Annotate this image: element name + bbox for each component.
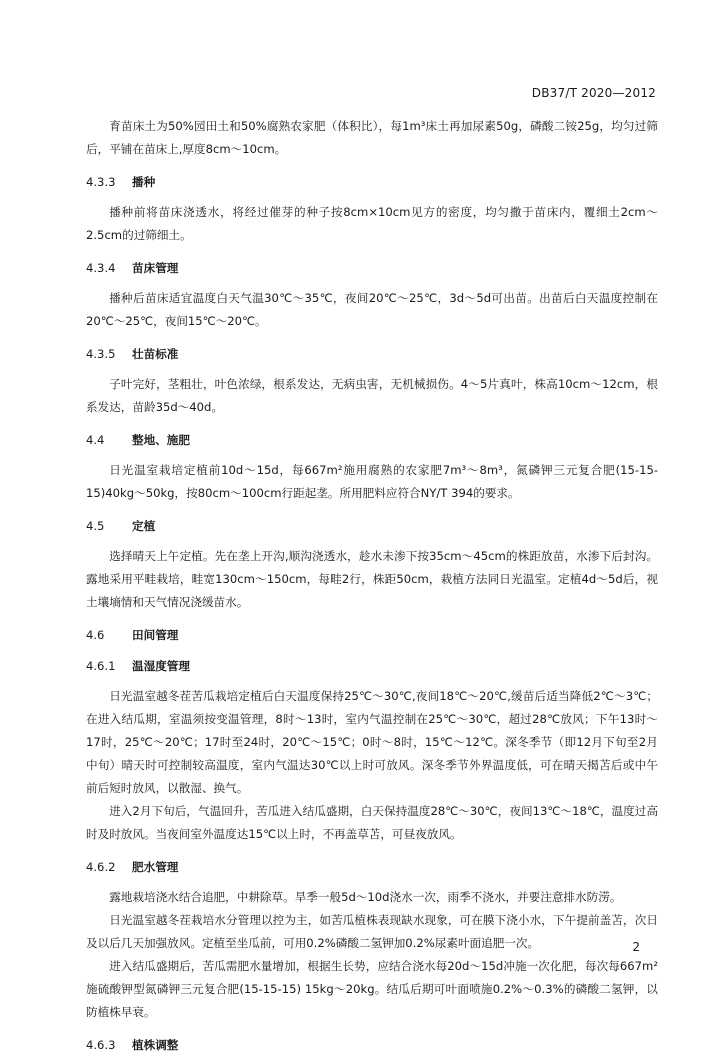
section-title: 植株调整: [132, 1038, 179, 1052]
paragraph: 日光温室越冬茬苦瓜栽培定植后白天温度保持25℃～30℃,夜间18℃～20℃,缓苗后适当降低2℃～3℃；在进入结瓜期，室温须按变温管理，8时～13时，室内气温控制在25℃～30℃，超过28℃放风；下午13时～17时，25℃～20℃；17时至24时，20℃～15℃；0时～8时，15℃～12℃。深冬季节（即12月下旬至2月中旬）晴天时可控制较高温度，室内气温达30℃以上时可放风。深冬季节外界温度低，可在晴天揭苫后或中午前后短时放风，以散湿、换气。: [86, 689, 658, 795]
section-heading: [86, 1035, 658, 1055]
section-title: 壮苗标准: [132, 347, 179, 361]
paragraph: 育苗床土为50%园田土和50%腐熟农家肥（体积比），每1m³床土再加尿素50g，磷酸二铵25g，均匀过筛后，平铺在苗床上,厚度8cm～10cm。: [86, 119, 658, 156]
section-title: 苗床管理: [132, 261, 179, 275]
paragraph: 日光温室栽培定植前10d～15d，每667m²施用腐熟的农家肥7m³～8m³，氮磷钾三元复合肥(15-15-15)40kg～50kg，按80cm～100cm行距起垄。所用肥料应符合NY/T 394的要求。: [86, 463, 658, 500]
section-number: 4.6: [86, 628, 105, 642]
section-number: 4.6.3: [86, 1038, 116, 1052]
section-heading: [86, 516, 658, 536]
paragraph: 子叶完好，茎粗壮，叶色浓绿，根系发达，无病虫害，无机械损伤。4～5片真叶，株高10cm～12cm，根系发达，苗龄35d～40d。: [86, 377, 658, 414]
section-heading: [86, 625, 658, 645]
section-title: 田间管理: [132, 628, 179, 642]
standard-code: DB37/T 2020—2012: [531, 86, 656, 100]
section-heading: [86, 857, 658, 877]
section-title: 肥水管理: [132, 860, 179, 874]
document-body: [86, 115, 658, 1064]
section-number: 4.3.4: [86, 261, 116, 275]
paragraph: 播种后苗床适宜温度白天气温30℃～35℃，夜间20℃～25℃，3d～5d可出苗。出苗后白天温度控制在20℃～25℃，夜间15℃～20℃。: [86, 291, 658, 328]
paragraph: 播种前将苗床浇透水，将经过催芽的种子按8cm×10cm见方的密度，均匀撒于苗床内，覆细土2cm～2.5cm的过筛细土。: [86, 205, 658, 242]
section-title: 整地、施肥: [132, 433, 190, 447]
paragraph: 进入2月下旬后，气温回升，苦瓜进入结瓜盛期，白天保持温度28℃～30℃，夜间13℃～18℃，温度过高时及时放风。当夜间室外温度达15℃以上时，不再盖草苫，可昼夜放风。: [86, 804, 658, 841]
section-heading: [86, 172, 658, 192]
section-heading: [86, 430, 658, 450]
paragraph: 选择晴天上午定植。先在垄上开沟,顺沟浇透水，趁水未渗下按35cm～45cm的株距放苗，水渗下后封沟。露地采用平畦栽培，畦宽130cm～150cm，每畦2行，株距50cm，栽植方法同日光温室。定植4d～5d后，视土壤墒情和天气情况浇缓苗水。: [86, 549, 658, 609]
section-title: 播种: [132, 175, 156, 189]
section-number: 4.5: [86, 519, 105, 533]
section-title: 定植: [132, 519, 156, 533]
page-number: 2: [632, 940, 640, 954]
paragraph: 露地栽培浇水结合追肥，中耕除草。旱季一般5d～10d浇水一次，雨季不浇水，并要注意排水防涝。: [109, 890, 622, 904]
section-number: 4.3.3: [86, 175, 116, 189]
section-title: 温湿度管理: [132, 659, 190, 673]
section-number: 4.6.2: [86, 860, 116, 874]
section-number: 4.3.5: [86, 347, 116, 361]
section-heading: [86, 344, 658, 364]
paragraph: 日光温室越冬茬栽培水分管理以控为主，如苦瓜植株表现缺水现象，可在膜下浇小水，下午提前盖苫，次日及以后几天加强放风。定植至坐瓜前，可用0.2%磷酸二氢钾加0.2%尿素叶面追肥一次。: [86, 913, 658, 950]
section-heading: [86, 258, 658, 278]
paragraph: 进入结瓜盛期后，苦瓜需肥水量增加，根据生长势，应结合浇水每20d～15d冲施一次化肥，每次每667m²施硫酸钾型氮磷钾三元复合肥(15-15-15) 15kg～20kg。结瓜后期可叶面喷施0.2%～0.3%的磷酸二氢钾，以防植株早衰。: [86, 959, 658, 1019]
section-heading: [86, 656, 658, 676]
section-number: 4.6.1: [86, 659, 116, 673]
section-number: 4.4: [86, 433, 105, 447]
